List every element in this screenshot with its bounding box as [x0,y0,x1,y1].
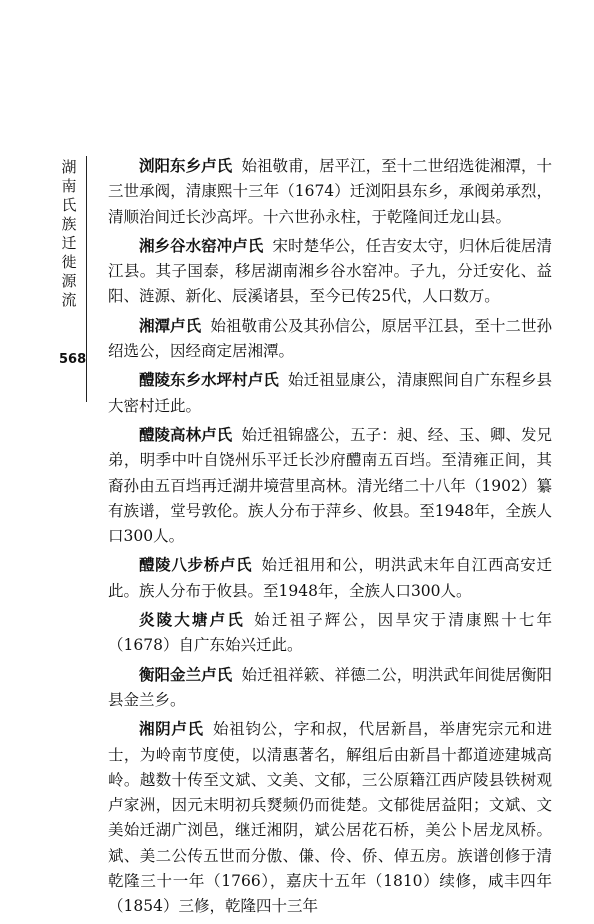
clan-entry [108,314,552,365]
clan-description: 始迁祖子辉公，因旱灾于清康熙十七年（1678）自广东始兴迁此。 [108,611,552,655]
clan-description: 始祖钧公，字和叔，代居新昌，举唐宪宗元和进士，为岭南节度使，以清惠著名，解组后由新昌十都道迹建城高岭。越数十传至文斌、文美、文郁，三公原籍江西庐陵县铁树观卢家洲，因元末明初兵燹频仍而徙楚。文郁徙居益阳；文斌、文美始迁湖广浏邑，继迁湘阴，斌公居花石桥，美公卜居龙凤桥。斌、美二公传五世而分傲、傔、伶、侨、倬五房。族谱创修于清乾隆三十一年（1766），嘉庆十五年（1810）续修，咸丰四年（1854）三修，乾隆四十三年 [108,720,552,916]
clan-description: 始祖敬甫，居平江，至十二世绍选徙湘潭，十三世承阀，清康熙十三年（1674）迁浏阳县东乡，承阀弟承烈，清顺治间迁长沙高坪。十六世孙永柱，于乾隆间迁龙山县。 [108,157,552,226]
running-head-title: 湖南氏族迁徙源流 [61,158,77,309]
clan-name: 炎陵大塘卢氏 [139,611,245,630]
clan-entry [108,608,552,659]
clan-description: 始迁祖用和公，明洪武末年自江西高安迁此。族人分布于攸县。至1948年，全族人口300人。 [108,556,552,600]
clan-description: 宋时楚华公，任吉安太守，归休后徙居清江县。其子国泰，移居湖南湘乡谷水窑冲。子九，分迁安化、益阳、涟源、新化、辰溪诸县，至今已传25代，人口数万。 [108,236,552,306]
clan-entry [108,154,552,230]
clan-name: 衡阳金兰卢氏 [139,665,233,684]
clan-name: 醴陵八步桥卢氏 [139,556,253,575]
clan-name: 湘阴卢氏 [139,720,204,739]
clan-description: 始迁祖祥簌、祥德二公，明洪武年间徙居衡阳县金兰乡。 [108,665,552,709]
clan-entry [108,717,552,919]
page-number: 568 [59,352,87,367]
clan-name: 湘潭卢氏 [139,316,202,335]
clan-name: 醴陵高林卢氏 [139,425,233,444]
clan-name: 湘乡谷水窑冲卢氏 [139,236,264,255]
clan-description: 始祖敬甫公及其孙信公，原居平江县，至十二世孙绍选公，因经商定居湘潭。 [108,316,552,361]
clan-entry [108,553,552,604]
running-head-rule [86,156,87,402]
clan-entry [108,234,552,310]
clan-name: 浏阳东乡卢氏 [139,157,233,175]
clan-name: 醴陵东乡水坪村卢氏 [139,371,279,390]
clan-description: 始迁祖锦盛公，五子：昶、经、玉、卿、发兄弟，明季中叶自饶州乐平迁长沙府醴南五百垱。至清雍正间，其裔孙由五百垱再迁湖井境营里高林。清光绪二十八年（1902）纂有族谱，堂号敦伦。族人分布于萍乡、攸县。至1948年，全族人口300人。 [108,425,552,546]
clan-description: 始迁祖显康公，清康熙间自广东程乡县大密村迁此。 [108,371,552,415]
clan-entry [108,663,552,714]
clan-entry [108,368,552,419]
body-text [108,154,552,924]
clan-entry [108,423,552,549]
